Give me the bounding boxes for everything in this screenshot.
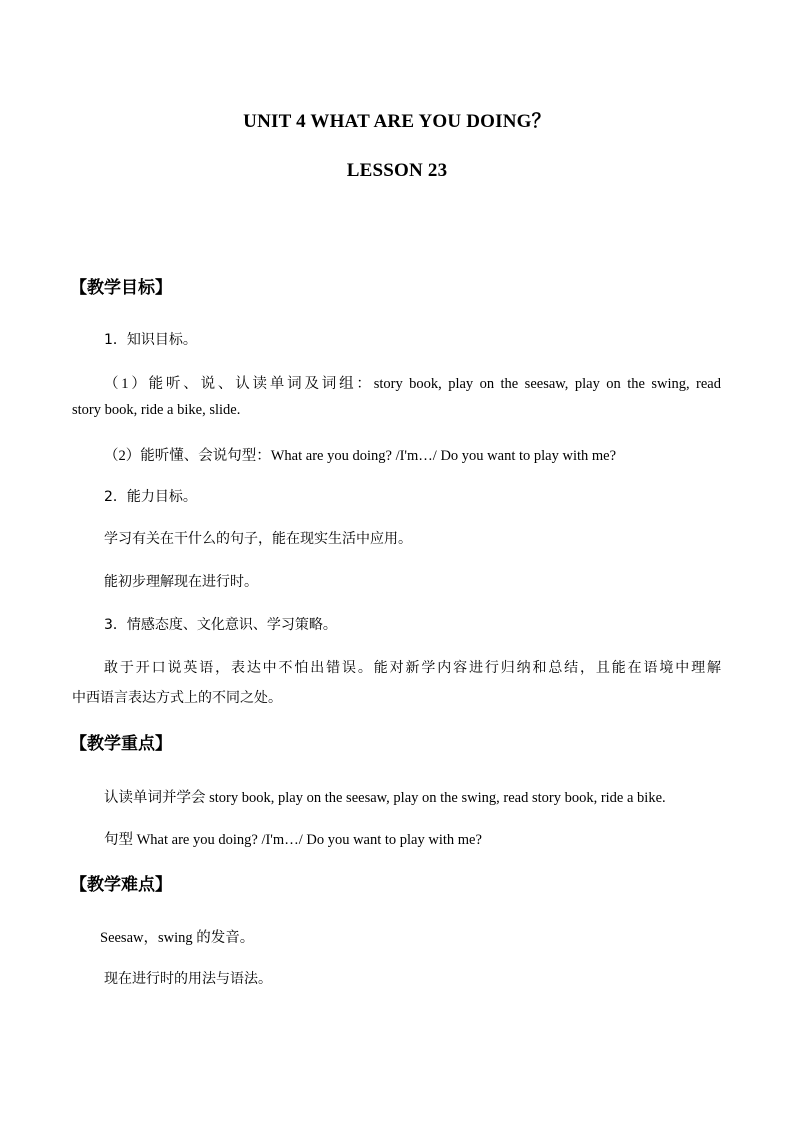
difficulties-line1: Seesaw，swing 的发音。: [100, 930, 255, 946]
objectives-heading: 【教学目标】: [70, 278, 172, 298]
knowledge-item1-line1: （1）能听、说、认读单词及词组：story book, play on the seesaw, play on the swing, read: [104, 376, 721, 392]
knowledge-item1-line2: story book, ride a bike, slide.: [72, 402, 241, 418]
document-subtitle: LESSON 23: [346, 160, 448, 181]
difficulties-line2: 现在进行时的用法与语法。: [104, 971, 272, 987]
ability-line1: 学习有关在干什么的句子，能在现实生活中应用。: [104, 531, 412, 547]
difficulties-heading: 【教学难点】: [70, 875, 172, 895]
emotion-objective-title: 3．情感态度、文化意识、学习策略。: [104, 617, 337, 633]
ability-objective-title: 2．能力目标。: [104, 489, 197, 505]
key-points-line1: 认读单词并学会 story book, play on the seesaw, play on the swing, read story book, ride a bike.: [104, 790, 666, 806]
key-points-line2: 句型 What are you doing? /I'm…/ Do you want to play with me?: [104, 832, 482, 848]
emotion-line2: 中西语言表达方式上的不同之处。: [72, 690, 282, 706]
emotion-line1: 敢于开口说英语，表达中不怕出错误。能对新学内容进行归纳和总结，且能在语境中理解: [104, 660, 721, 676]
document-title: UNIT 4 WHAT ARE YOU DOING？: [243, 111, 551, 132]
knowledge-item2: （2）能听懂、会说句型：What are you doing? /I'm…/ Do you want to play with me?: [104, 448, 617, 464]
key-points-heading: 【教学重点】: [70, 734, 172, 754]
ability-line2: 能初步理解现在进行时。: [104, 574, 258, 590]
knowledge-objective-title: 1．知识目标。: [104, 332, 197, 348]
